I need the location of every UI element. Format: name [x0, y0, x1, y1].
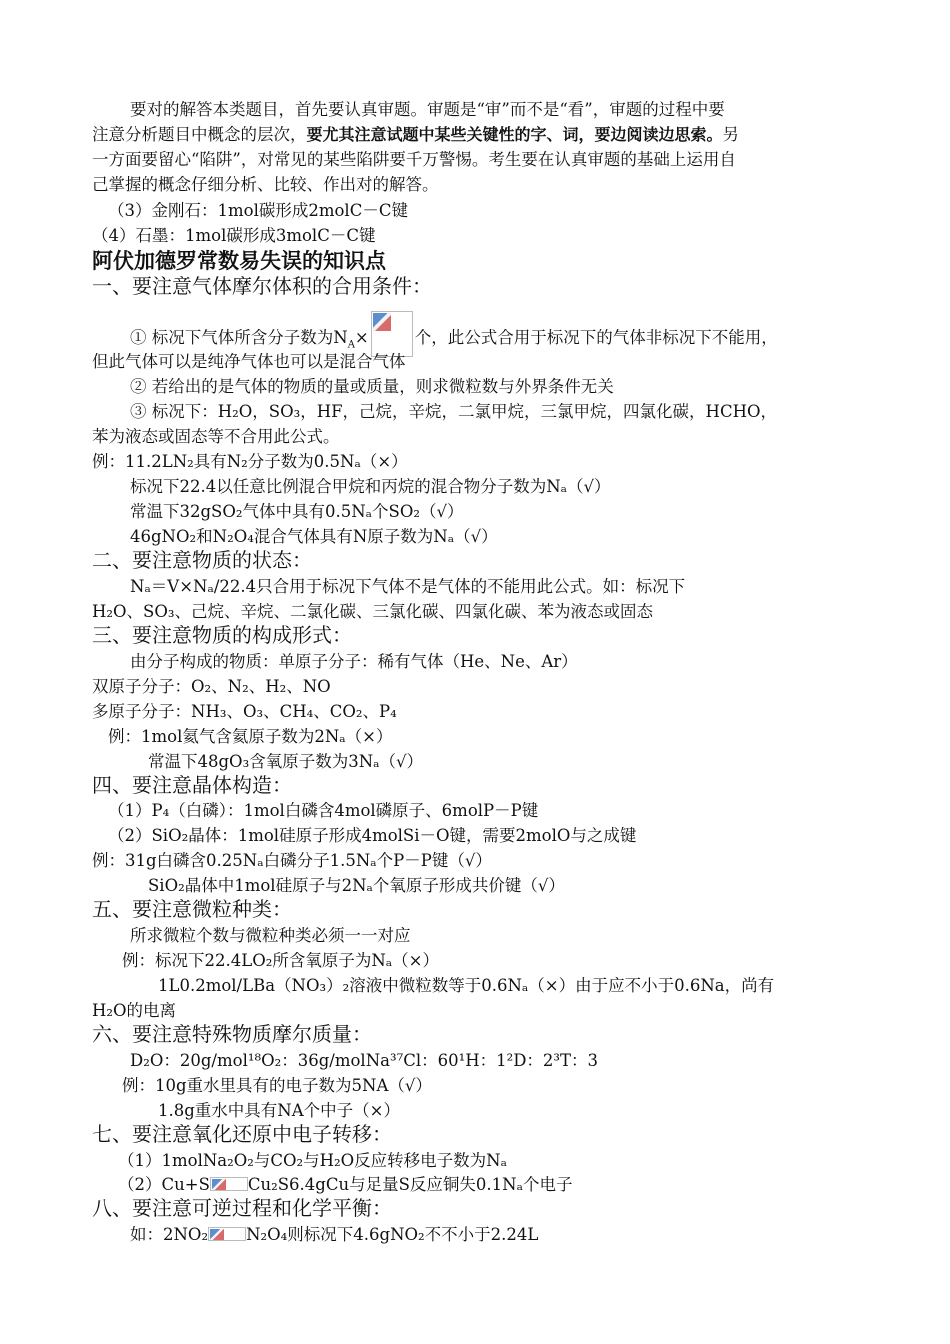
s5-example-2: 1L0.2mol/LBa（NO₃）₂溶液中微粒数等于0.6Nₐ（×）由于应不小于0.6Na，尚有 — [158, 976, 775, 995]
s5-example-2-cont: H₂O的电离 — [92, 1001, 177, 1020]
section-7-heading: 七、要注意氧化还原中电子转移： — [92, 1122, 392, 1146]
section-1-heading: 一、要注意气体摩尔体积的合用条件： — [92, 274, 432, 298]
s3-line-2: 双原子分子：O₂、N₂、H₂、NO — [92, 677, 331, 696]
s1-item-3-cont: 苯为液态或固态等不合用此公式。 — [92, 427, 340, 446]
s8-line-1-text: 如：2NO₂ — [130, 1225, 209, 1244]
s1-item-3: ③ 标况下：H₂O，SO₃，HF，己烷，辛烷，二氯甲烷，三氯甲烷，四氯化碳，HCHO， — [130, 402, 777, 421]
s3-line-3: 多原子分子：NH₃、O₃、CH₄、CO₂、P₄ — [92, 702, 397, 721]
main-title: 阿伏加德罗常数易失误的知识点 — [92, 249, 386, 273]
s7-line-2 — [118, 1172, 888, 1197]
intro-emphasis: 要尤其注意试题中某些关键性的字、词，要边阅读边思索。 — [306, 125, 723, 144]
section-3-heading: 三、要注意物质的构成形式： — [92, 623, 352, 647]
s5-line-1: 所求微粒个数与微粒种类必须一一对应 — [130, 926, 411, 945]
s3-example-1: 例：1mol氦气含氦原子数为2Nₐ（×） — [108, 727, 393, 746]
s8-line-1-tail: N₂O₄则标况下4.6gNO₂不不小于2.24L — [246, 1225, 539, 1244]
s1-example-1: 例：11.2LN₂具有N₂分子数为0.5Nₐ（×） — [92, 452, 408, 471]
s1-example-2: 标况下22.4以任意比例混合甲烷和丙烷的混合物分子数为Nₐ（√） — [130, 477, 611, 496]
graphite-line: （4）石墨：1mol碳形成3molC－C键 — [92, 226, 376, 245]
section-8-heading: 八、要注意可逆过程和化学平衡： — [92, 1196, 392, 1220]
s4-example-2: SiO₂晶体中1mol硅原子与2Nₐ个氧原子形成共价键（√） — [148, 876, 565, 895]
equilibrium-arrow-icon — [208, 1227, 246, 1241]
s1-item-1-text: ① 标况下气体所含分子数为N — [130, 328, 348, 347]
s4-example-1: 例：31g白磷含0.25Nₐ白磷分子1.5Nₐ个P－P键（√） — [92, 851, 492, 870]
s8-line-1 — [130, 1222, 900, 1247]
s1-item-1-tail: 个，此公式合用于标况下的气体非标况下不能用， — [414, 328, 778, 347]
s1-example-3: 常温下32gSO₂气体中具有0.5Nₐ个SO₂（√） — [130, 502, 464, 521]
intro-text: 注意分析题目中概念的层次， — [92, 125, 307, 144]
section-6-heading: 六、要注意特殊物质摩尔质量： — [92, 1022, 372, 1046]
s6-example-2: 1.8g重水中具有NA个中子（×） — [158, 1101, 400, 1120]
s7-line-2-text: （2）Cu+S — [118, 1175, 210, 1194]
s1-item-2: ② 若给出的是气体的物质的量或质量，则求微粒数与外界条件无关 — [130, 377, 614, 396]
s1-example-4: 46gNO₂和N₂O₄混合气体具有N原子数为Nₐ（√） — [130, 527, 498, 546]
intro-line-1: 要对的解答本类题目，首先要认真审题。审题是“审”而不是“看”，审题的过程中要 — [130, 100, 725, 119]
intro-line-4: 己掌握的概念仔细分析、比较、作出对的解答。 — [92, 175, 439, 194]
intro-line-3: 一方面要留心“陷阱”，对常见的某些陷阱要千万警惕。考生要在认真审题的基础上运用自 — [92, 150, 736, 169]
s4-line-2: （2）SiO₂晶体：1mol硅原子形成4molSi－O键，需要2molO与之成键 — [108, 826, 637, 845]
s3-line-1: 由分子构成的物质：单原子分子：稀有气体（He、Ne、Ar） — [130, 652, 578, 671]
s7-line-1: （1）1molNa₂O₂与CO₂与H₂O反应转移电子数为Nₐ — [118, 1151, 507, 1170]
times-sign: × — [354, 328, 369, 347]
s5-example-1: 例：标况下22.4LO₂所含氧原子为Nₐ（×） — [122, 951, 439, 970]
s4-line-1: （1）P₄（白磷）：1mol白磷含4mol磷原子、6molP－P键 — [108, 801, 539, 820]
s2-line-2: H₂O、SO₃、己烷、辛烷、二氯化碳、三氯化碳、四氯化碳、苯为液态或固态 — [92, 602, 653, 621]
s6-line-1: D₂O：20g/mol¹⁸O₂：36g/molNa³⁷Cl：60¹H：1²D：2³T：3 — [130, 1051, 599, 1070]
reaction-arrow-icon — [210, 1177, 248, 1191]
s2-line-1: Nₐ＝V×Nₐ/22.4只合用于标况下气体不是气体的不能用此公式。如：标况下 — [130, 577, 686, 596]
section-5-heading: 五、要注意微粒种类： — [92, 897, 292, 921]
subscript-a: A — [347, 339, 355, 351]
s3-example-2: 常温下48gO₃含氧原子数为3Nₐ（√） — [148, 752, 424, 771]
intro-line-2 — [92, 122, 862, 147]
intro-text-tail: 另 — [722, 125, 740, 144]
s6-example-1: 例：10g重水里具有的电子数为5NA（√） — [122, 1076, 432, 1095]
section-2-heading: 二、要注意物质的状态： — [92, 548, 312, 572]
s7-line-2-tail: Cu₂S6.4gCu与足量S反应铜失0.1Nₐ个电子 — [247, 1175, 573, 1194]
diamond-line: （3）金刚石：1mol碳形成2molC－C键 — [108, 201, 408, 220]
section-4-heading: 四、要注意晶体构造： — [92, 773, 292, 797]
s1-item-1-cont: 但此气体可以是纯净气体也可以是混合气体 — [92, 352, 406, 371]
